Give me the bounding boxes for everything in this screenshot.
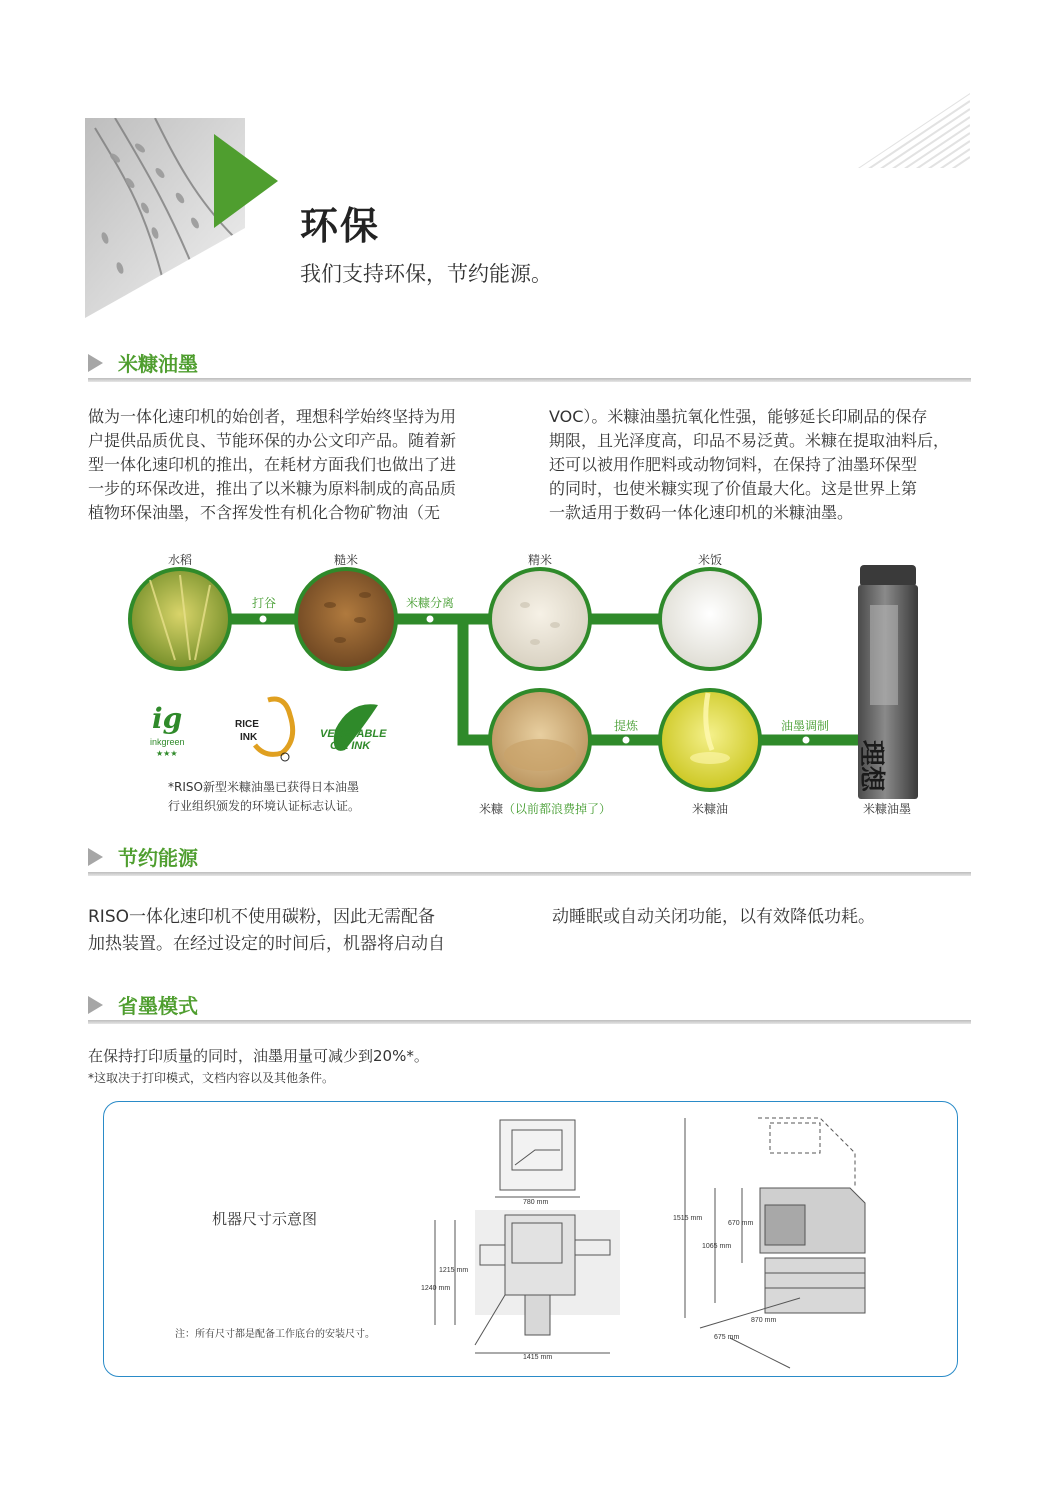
- rice-bran-ink-text-right: [549, 405, 974, 525]
- text-line: 一步的环保改进，推出了以米糠为原料制成的高品质: [88, 479, 457, 498]
- section-heading-rice-bran-ink: [88, 346, 971, 382]
- text-line: *RISO新型米糠油墨已获得日本油墨: [168, 780, 359, 794]
- section-divider: [88, 872, 971, 876]
- section-arrow-icon: [88, 354, 103, 372]
- certification-note: [168, 778, 418, 816]
- dim-width-side: 870 mm: [751, 1317, 777, 1324]
- rice-bran-note: （以前都浪费掉了）: [503, 802, 612, 816]
- label-bran-separation: 米糠分离: [405, 596, 454, 610]
- veg-oil-text-2: OIL INK: [330, 740, 371, 752]
- dim-height-body: 1065 mm: [702, 1243, 732, 1250]
- rice-ink-logo: [235, 699, 293, 761]
- label-brown-rice: 糙米: [333, 553, 358, 567]
- dim-top-width: 780 mm: [523, 1199, 549, 1206]
- energy-saving-text-right: [552, 904, 972, 931]
- dim-depth-2: 1240 mm: [421, 1285, 451, 1292]
- ink-green-stars: ★★★: [156, 749, 178, 758]
- rice-ink-text-1: RICE: [235, 719, 259, 730]
- section-arrow-icon: [88, 996, 103, 1014]
- ink-green-text: inkgreen: [150, 737, 185, 747]
- section-title: 省墨模式: [118, 994, 198, 1018]
- section-title: 节约能源: [118, 846, 198, 870]
- page-subtitle: 我们支持环保，节约能源。: [300, 262, 552, 286]
- rice-bran-oil-image: [660, 690, 760, 790]
- text-line: 行业组织颁发的环境认证标志认证。: [168, 799, 361, 813]
- cooked-rice-image: [660, 569, 760, 669]
- dim-height-total: 1515 mm: [673, 1215, 703, 1222]
- rice-bran-name: 米糠: [478, 802, 503, 816]
- label-polished-rice: 精米: [527, 553, 552, 567]
- cartridge-brand-text: 理想: [856, 740, 886, 793]
- vegetable-oil-ink-logo: [320, 704, 387, 752]
- top-view-drawing: [420, 1115, 620, 1370]
- text-line: 还可以被用作肥料或动物饲料，在保持了油墨环保型: [549, 455, 918, 474]
- dimensions-caption: 机器尺寸示意图: [212, 1210, 318, 1228]
- label-cooked-rice: 米饭: [697, 553, 722, 567]
- corner-stripes-decoration: [858, 93, 970, 168]
- ink-green-mark: ig: [152, 702, 183, 735]
- ink-green-logo: [150, 702, 185, 758]
- label-rice-bran-ink: 米糠油墨: [862, 802, 911, 816]
- text-line: 户提供品质优良、节能环保的办公文印产品。随着新: [88, 431, 457, 450]
- label-threshing: 打谷: [251, 596, 276, 610]
- text-line: 加热装置。在经过设定的时间后，机器将启动自: [88, 934, 445, 954]
- text-line: VOC）。米糠油墨抗氧化性强，能够延长印刷品的保存: [549, 407, 928, 426]
- section-title: 米糠油墨: [118, 352, 198, 376]
- ink-cartridge-image: [856, 565, 918, 799]
- polished-rice-image: [490, 569, 590, 669]
- dim-total-width: 1415 mm: [523, 1354, 553, 1361]
- rice-bran-ink-process-diagram: [120, 550, 930, 815]
- text-line: 一款适用于数码一体化速印机的米糠油墨。: [549, 503, 854, 522]
- section-divider: [88, 378, 971, 382]
- label-ink-blending: 油墨调制: [780, 719, 829, 733]
- section-heading-energy-saving: [88, 840, 971, 876]
- text-line: 型一体化速印机的推出，在耗材方面我们也做出了进: [88, 455, 457, 474]
- rice-bran-image: [490, 690, 590, 790]
- text-line: 动睡眠或自动关闭功能，以有效降低功耗。: [552, 907, 875, 927]
- text-line: 植物环保油墨，不含挥发性有机化合物矿物油（无: [88, 503, 441, 522]
- section-arrow-icon: [88, 848, 103, 866]
- ink-saving-footnote: *这取决于打印模式，文档内容以及其他条件。: [88, 1071, 335, 1085]
- dim-depth-side: 675 mm: [714, 1334, 740, 1341]
- text-line: RISO一体化速印机不使用碳粉，因此无需配备: [88, 907, 435, 927]
- brown-rice-image: [296, 569, 396, 669]
- ink-saving-text: 在保持打印质量的同时，油墨用量可减少到20%*。: [88, 1047, 429, 1065]
- label-rice-bran-oil: 米糠油: [691, 802, 728, 816]
- rice-ink-text-2: INK: [240, 732, 258, 743]
- energy-saving-text-left: [88, 904, 528, 958]
- label-refining: 提炼: [613, 719, 638, 733]
- dim-height-upper: 670 mm: [728, 1220, 754, 1227]
- paddy-image: [130, 569, 230, 669]
- dimensions-note: 注：所有尺寸都是配备工作底台的安装尺寸。: [175, 1329, 375, 1340]
- page-title: 环保: [300, 204, 381, 248]
- text-line: 做为一体化速印机的始创者，理想科学始终坚持为用: [88, 407, 457, 426]
- rice-bran-ink-text-left: [88, 405, 508, 525]
- dim-depth-1: 1215 mm: [439, 1267, 469, 1274]
- text-line: 的同时，也使米糠实现了价值最大化。这是世界上第: [549, 479, 918, 498]
- green-triangle-decoration: [214, 134, 278, 228]
- section-divider: [88, 1020, 971, 1024]
- section-heading-ink-saving: [88, 988, 971, 1024]
- text-line: 期限，且光泽度高，印品不易泛黄。米糠在提取油料后，: [549, 431, 950, 450]
- label-rice-bran: [470, 800, 620, 817]
- label-paddy: 水稻: [167, 553, 192, 567]
- veg-oil-text-1: VEGETABLE: [320, 728, 387, 740]
